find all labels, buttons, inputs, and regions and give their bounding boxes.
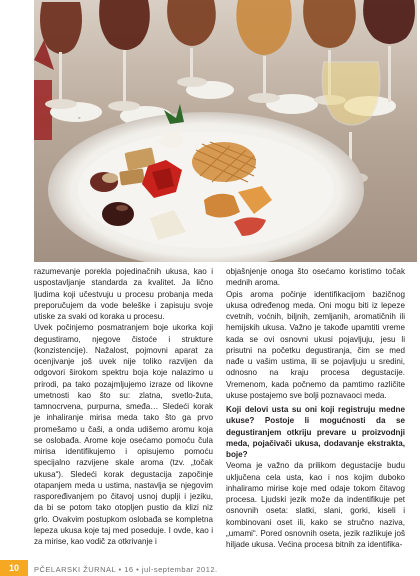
svg-text:◦: ◦ [78, 115, 81, 122]
tasting-photo [34, 0, 417, 262]
page-footer [0, 560, 420, 576]
article-column-right [226, 266, 405, 550]
interview-question: Koji delovi usta su oni koji registruju medne ukuse? Postoje li mogućnosti da se degustiranjem otkriju prevare u proizvodnji meda, pojačivači ukusa, dodavanje ekstrakta, boje? [226, 405, 405, 459]
paragraph: Uvek počinjemo posmatranjem boje ukorka koji degustiramo, njegove čistoće i strukture (konzistencije). Nažalost, pojmovni aparat za ocenjivanje još uvek nije toliko razvijen da odgovori širokom spektru boja koje nalazimo u prirodi, pa tako pozajmljujemo izraze od likovne umetnosti kao što su: zlatna, svetlo-žuta, tamnocrvena, purpurna, smeđa… Sledeći korak je inhaliranje mirisa meda tako što ga prvo promešamo u čaši, a onda udišemo aromu koja se oslobađa. Arome koje osećamo pomoću čula mirisa identifikujemo i opisujemo pomoću specijalno razvijene skale aroma (tzv. „točak ukusa“). Sledeći korak degustacija započinje otapanjem meda u ustima, nastavlja se njegovim raspoređivanjem po čitavoj usnoj duplji i jeziku, da bi se potom tako otopljen pustio da klizi niz grlo. Ovakvim postupkom oslobađa se kompletna lepeza ukusa koje taj med poseduje. I ovde, kao i za mirise, kao vodič za otkrivanje i [34, 323, 213, 546]
journal-name: PČELARSKI ŽURNAL • 16 • jul-septembar 2012. [34, 565, 218, 574]
paragraph: Opis aroma počinje identifikacijom bazičnog ukusa određenog meda. Oni mogu biti iz lepeze cvetnih, voćnih, biljnih, zemljanih, aromatičnih ili hemijskih ukusa. Važno je takođe upamtiti vreme kada se ovi osnovni ukusi pojavljuju, jesu li prisutni na početku degustiranja, čim se med nađe u vašim ustima, ili se pojavljuju u sredini, odnosno na kraju procesa degustacije. Vremenom, kada počnemo da pamtimo različite ukuse postajemo sve bolji poznavaoci meda. [226, 289, 405, 400]
paragraph: Veoma je važno da prilikom degustacije budu uključena cela usta, kao i nos kojim duboko inhaliramo mirise koje med odaje tokom čitavog procesa. Ljudski jezik može da indentifikuje pet osnovnih oseta: slatki, slani, gorki, kiseli i kombinovani oset ili, kako se stručno naziva, „umami“. Pored osnovnih oseta, jezik razlikuje još hiljade ukusa. Većina procesa bitnih za identifika- [226, 461, 405, 549]
honey-tasting-illustration [34, 0, 417, 262]
paragraph: razumevanje porekla pojedinačnih ukusa, kao i uspostavljanje standarda za kvalitet. Ja lično ljudima koji učestvuju u procesu probanja meda preporučujem da vode beleške i zapisuju svoje utiske za svaki od koraka u procesu. [34, 267, 213, 321]
article-column-left [34, 266, 213, 547]
page-number: 10 [0, 560, 28, 576]
paragraph: objašnjenje onoga što osećamo koristimo točak mednih aroma. [226, 267, 405, 288]
